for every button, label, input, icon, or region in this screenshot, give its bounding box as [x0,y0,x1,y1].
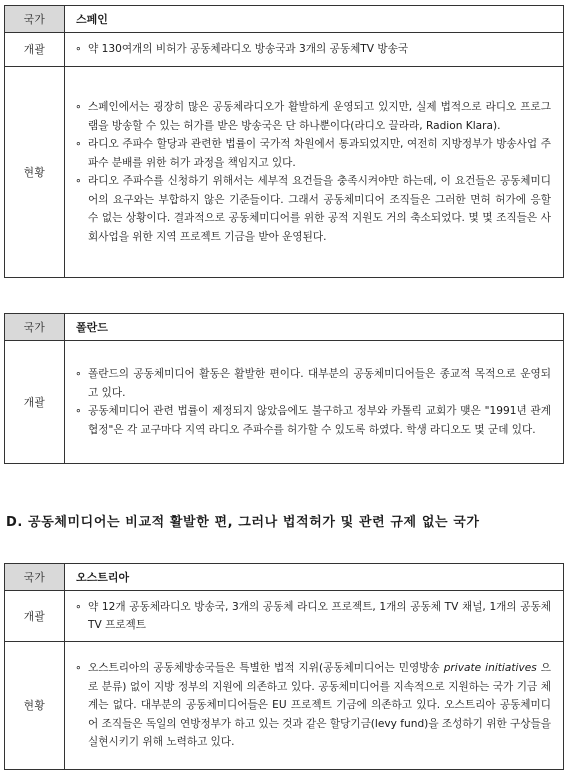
country-label: 국가 [5,564,65,591]
country-table-poland [4,313,564,464]
bullet-mark: ∘ [75,101,82,113]
overview-content [65,341,564,464]
overview-content [65,33,564,67]
section-heading: D. 공동체미디어는 비교적 활발한 편, 그러나 법적허가 및 관련 규제 없는 국가 [6,515,480,530]
country-label: 국가 [5,314,65,341]
bullet-mark: ∘ [75,175,82,187]
country-name: 스페인 [65,6,564,33]
list-item: ∘ 약 12개 공동체라디오 방송국, 3개의 공동체 라디오 프로젝트, 1개의 공동체 TV 채널, 1개의 공동체 TV 프로젝트 [75,598,551,635]
country-name: 오스트리아 [65,564,564,591]
list-item: ∘ 라디오 주파수를 신청하기 위해서는 세부적 요건들을 충족시켜야만 하는데, 이 요건들은 공동체미디어의 요구와는 부합하지 않은 기준들이다. 그래서 공동체미디어 조직들은 그러한 면허 허가에 응할 수 없는 상황이다. 결과적으로 공동체미디어를 위한 공적 지원도 거의 축소되었다. 몇 몇 조직들은 사회사업을 위한 지역 프로젝트 기금을 받아 운영된다. [75,172,551,246]
list-item: ∘ 공동체미디어 관련 법률이 제정되지 않았음에도 불구하고 정부와 카톨릭 교회가 맺은 "1991년 관계협정"은 각 교구마다 지역 라디오 주파수를 허가할 수 있도록 하였다. 학생 라디오도 몇 군데 있다. [75,402,551,439]
country-table-spain [4,5,564,278]
overview-label: 개괄 [5,591,65,642]
table-row [5,314,564,341]
country-label: 국가 [5,6,65,33]
status-content [65,67,564,278]
status-label: 현황 [5,642,65,770]
overview-label: 개괄 [5,341,65,464]
table-row [5,33,564,67]
country-table-austria [4,563,564,770]
status-label: 현황 [5,67,65,278]
table-row [5,564,564,591]
overview-content [65,591,564,642]
country-name: 폴란드 [65,314,564,341]
bullet-mark: ∘ [75,43,82,56]
table-row [5,591,564,642]
bullet-mark: ∘ [75,662,82,675]
bullet-mark: ∘ [75,368,82,380]
bullet-mark: ∘ [75,600,82,613]
overview-label: 개괄 [5,33,65,67]
bullet-mark: ∘ [75,138,82,150]
list-item: ∘ 폴란드의 공동체미디어 활동은 활발한 편이다. 대부분의 공동체미디어들은 종교적 목적으로 운영되고 있다. [75,365,551,402]
table-row [5,67,564,278]
italic-term: private initiatives [443,662,537,675]
list-item: ∘ 약 130여개의 비허가 공동체라디오 방송국과 3개의 공동체TV 방송국 [75,40,551,59]
table-row [5,341,564,464]
list-item: ∘ 오스트리아의 공동체방송국들은 특별한 법적 지위(공동체미디어는 민영방송 private initiatives 으로 분류) 없이 지방 정부의 지원에 의존하고 있다. 공동체미디어를 지속적으로 지원하는 국가 기금 체계는 없다. 대부분의 공동체미디어들은 EU 프로젝트 기금에 의존하고 있다. 오스트리아 공동체미디어 조직들은 독일의 연방정부가 하고 있는 것과 같은 할당기금(levy fund)을 조성하기 위한 구상들을 실현시키기 위해 노력하고 있다. [75,659,551,752]
status-content [65,642,564,770]
list-item: ∘ 스페인에서는 굉장히 많은 공동체라디오가 활발하게 운영되고 있지만, 실제 법적으로 라디오 프로그램을 방송할 수 있는 허가를 받은 방송국은 단 하나뿐이다(라디오 끌라라, Radion Klara). [75,98,551,135]
table-row [5,6,564,33]
bullet-mark: ∘ [75,405,82,417]
table-row [5,642,564,770]
list-item: ∘ 라디오 주파수 할당과 관련한 법률이 국가적 차원에서 통과되었지만, 여전히 지방정부가 방송사업 주파수 분배를 위한 허가 과정을 책임지고 있다. [75,135,551,172]
